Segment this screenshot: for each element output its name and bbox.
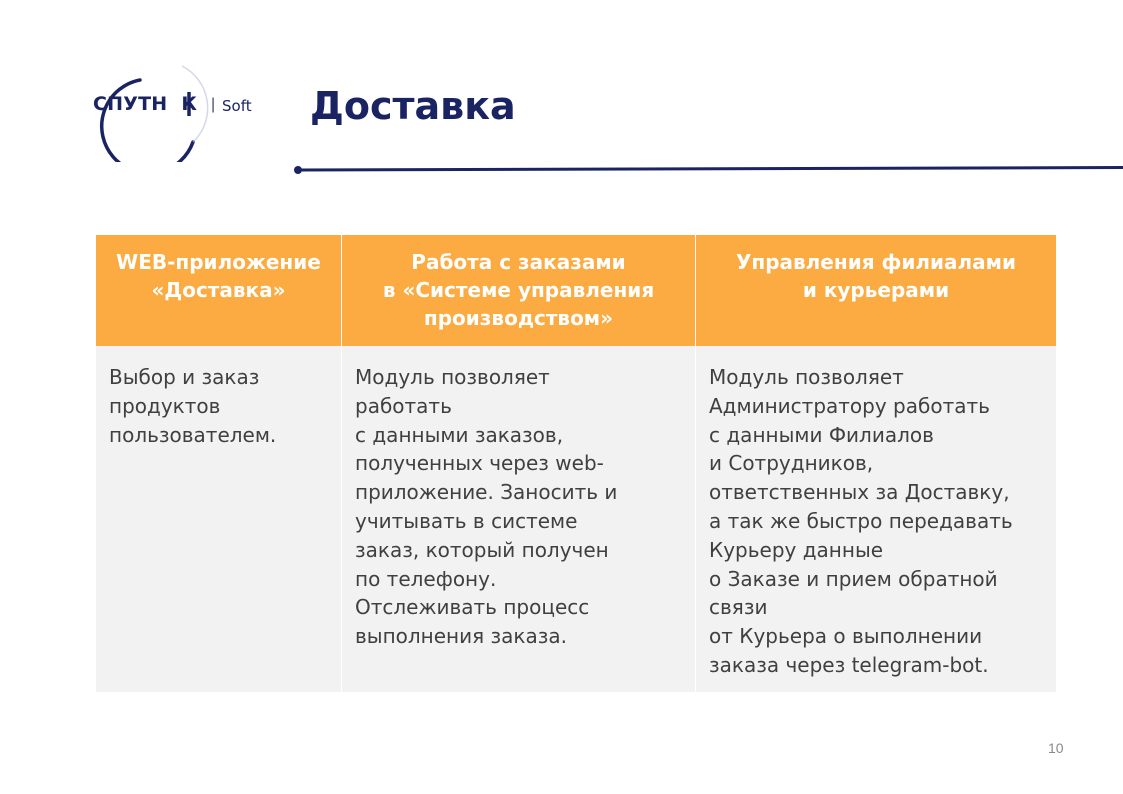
column-header-orders: Работа с заказами в «Системе управления производством» — [342, 235, 695, 346]
features-table — [96, 235, 1056, 692]
title-divider — [292, 164, 1123, 176]
company-logo — [78, 52, 278, 162]
logo-suffix: Soft — [222, 97, 252, 115]
page-title: Доставка — [310, 84, 516, 128]
column-header-web-app: WEB-приложение «Доставка» — [96, 235, 341, 346]
column-body-orders: Модуль позволяет работать с данными заказов, полученных через web- приложение. Заносить и учитывать в системе заказ, который получен по телефону. Отслеживать процесс выполнения заказа. — [342, 346, 695, 692]
logo-separator: | — [211, 96, 216, 113]
column-body-branches: Модуль позволяет Администратору работать с данными Филиалов и Сотрудников, ответственных за Доставку, а так же быстро передавать Курьеру данные о Заказе и прием обратной связи от Курьера о выполнении заказа через telegram-bot. — [696, 346, 1056, 692]
logo-word-right: К — [181, 93, 198, 115]
page-number: 10 — [1048, 740, 1064, 756]
column-body-web-app: Выбор и заказ продуктов пользователем. — [96, 346, 341, 692]
logo-word-left: СПУТН — [93, 93, 168, 115]
column-header-branches: Управления филиалами и курьерами — [696, 235, 1056, 346]
logo-wordmark — [93, 93, 197, 115]
